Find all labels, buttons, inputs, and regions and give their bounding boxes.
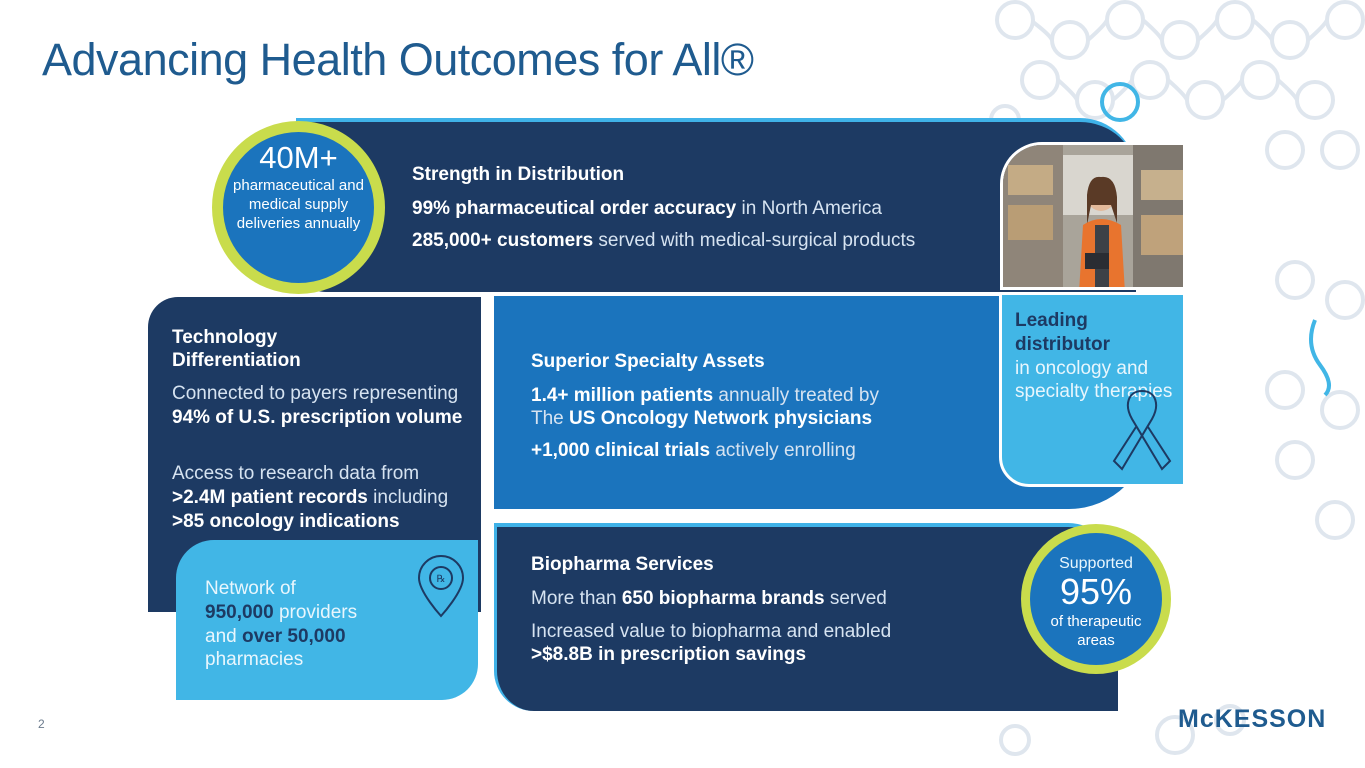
technology-paragraph-2: Access to research data from >2.4M patient records including >85 oncology indications: [172, 463, 449, 532]
therapeutic-stat-bottom: of therapeutic areas: [1050, 612, 1142, 649]
therapeutic-stat-top: Supported: [1059, 555, 1133, 572]
rx-location-pin-icon: [414, 554, 468, 620]
deliveries-stat-desc: pharmaceutical and medical supply deliveries annually: [233, 177, 364, 232]
deliveries-stat-circle: [212, 121, 385, 294]
slide-title: Advancing Health Outcomes for All®: [42, 34, 754, 85]
distribution-line-2: 285,000+ customers served with medical-surgical products: [412, 230, 916, 251]
biopharma-line-2: Increased value to biopharma and enabled: [531, 621, 892, 642]
distribution-line-1: 99% pharmaceutical order accuracy in North America: [412, 198, 882, 219]
technology-heading: Technology Differentiation: [172, 327, 301, 371]
network-text: Network of 950,000 providers and over 50,000 pharmacies: [205, 578, 358, 671]
specialty-line-3: +1,000 clinical trials actively enrolling: [531, 440, 856, 461]
biopharma-line-3: >$8.8B in prescription savings: [531, 644, 807, 665]
svg-text:℞: ℞: [436, 574, 446, 585]
leading-distributor-panel: [999, 292, 1186, 487]
deliveries-stat-value: 40M+: [259, 140, 338, 175]
therapeutic-stat-circle: [1021, 524, 1171, 674]
therapeutic-stat-value: 95%: [1059, 571, 1133, 612]
awareness-ribbon-icon: [1110, 387, 1174, 473]
distribution-heading: Strength in Distribution: [412, 164, 625, 185]
leading-distributor-text: Leading distributor in oncology and specialty therapies: [1015, 310, 1173, 403]
specialty-heading: Superior Specialty Assets: [531, 351, 765, 372]
biopharma-line-1: More than 650 biopharma brands served: [531, 588, 887, 609]
page-number: 2: [38, 717, 45, 731]
specialty-line-2: The US Oncology Network physicians: [531, 408, 873, 429]
technology-paragraph-1: Connected to payers representing 94% of U.S. prescription volume: [172, 383, 463, 428]
mckesson-logo: McKESSON: [1178, 705, 1327, 733]
network-panel: [176, 540, 478, 700]
warehouse-worker-photo: [1000, 142, 1186, 290]
specialty-line-1: 1.4+ million patients annually treated by: [531, 385, 879, 406]
biopharma-heading: Biopharma Services: [531, 554, 714, 575]
